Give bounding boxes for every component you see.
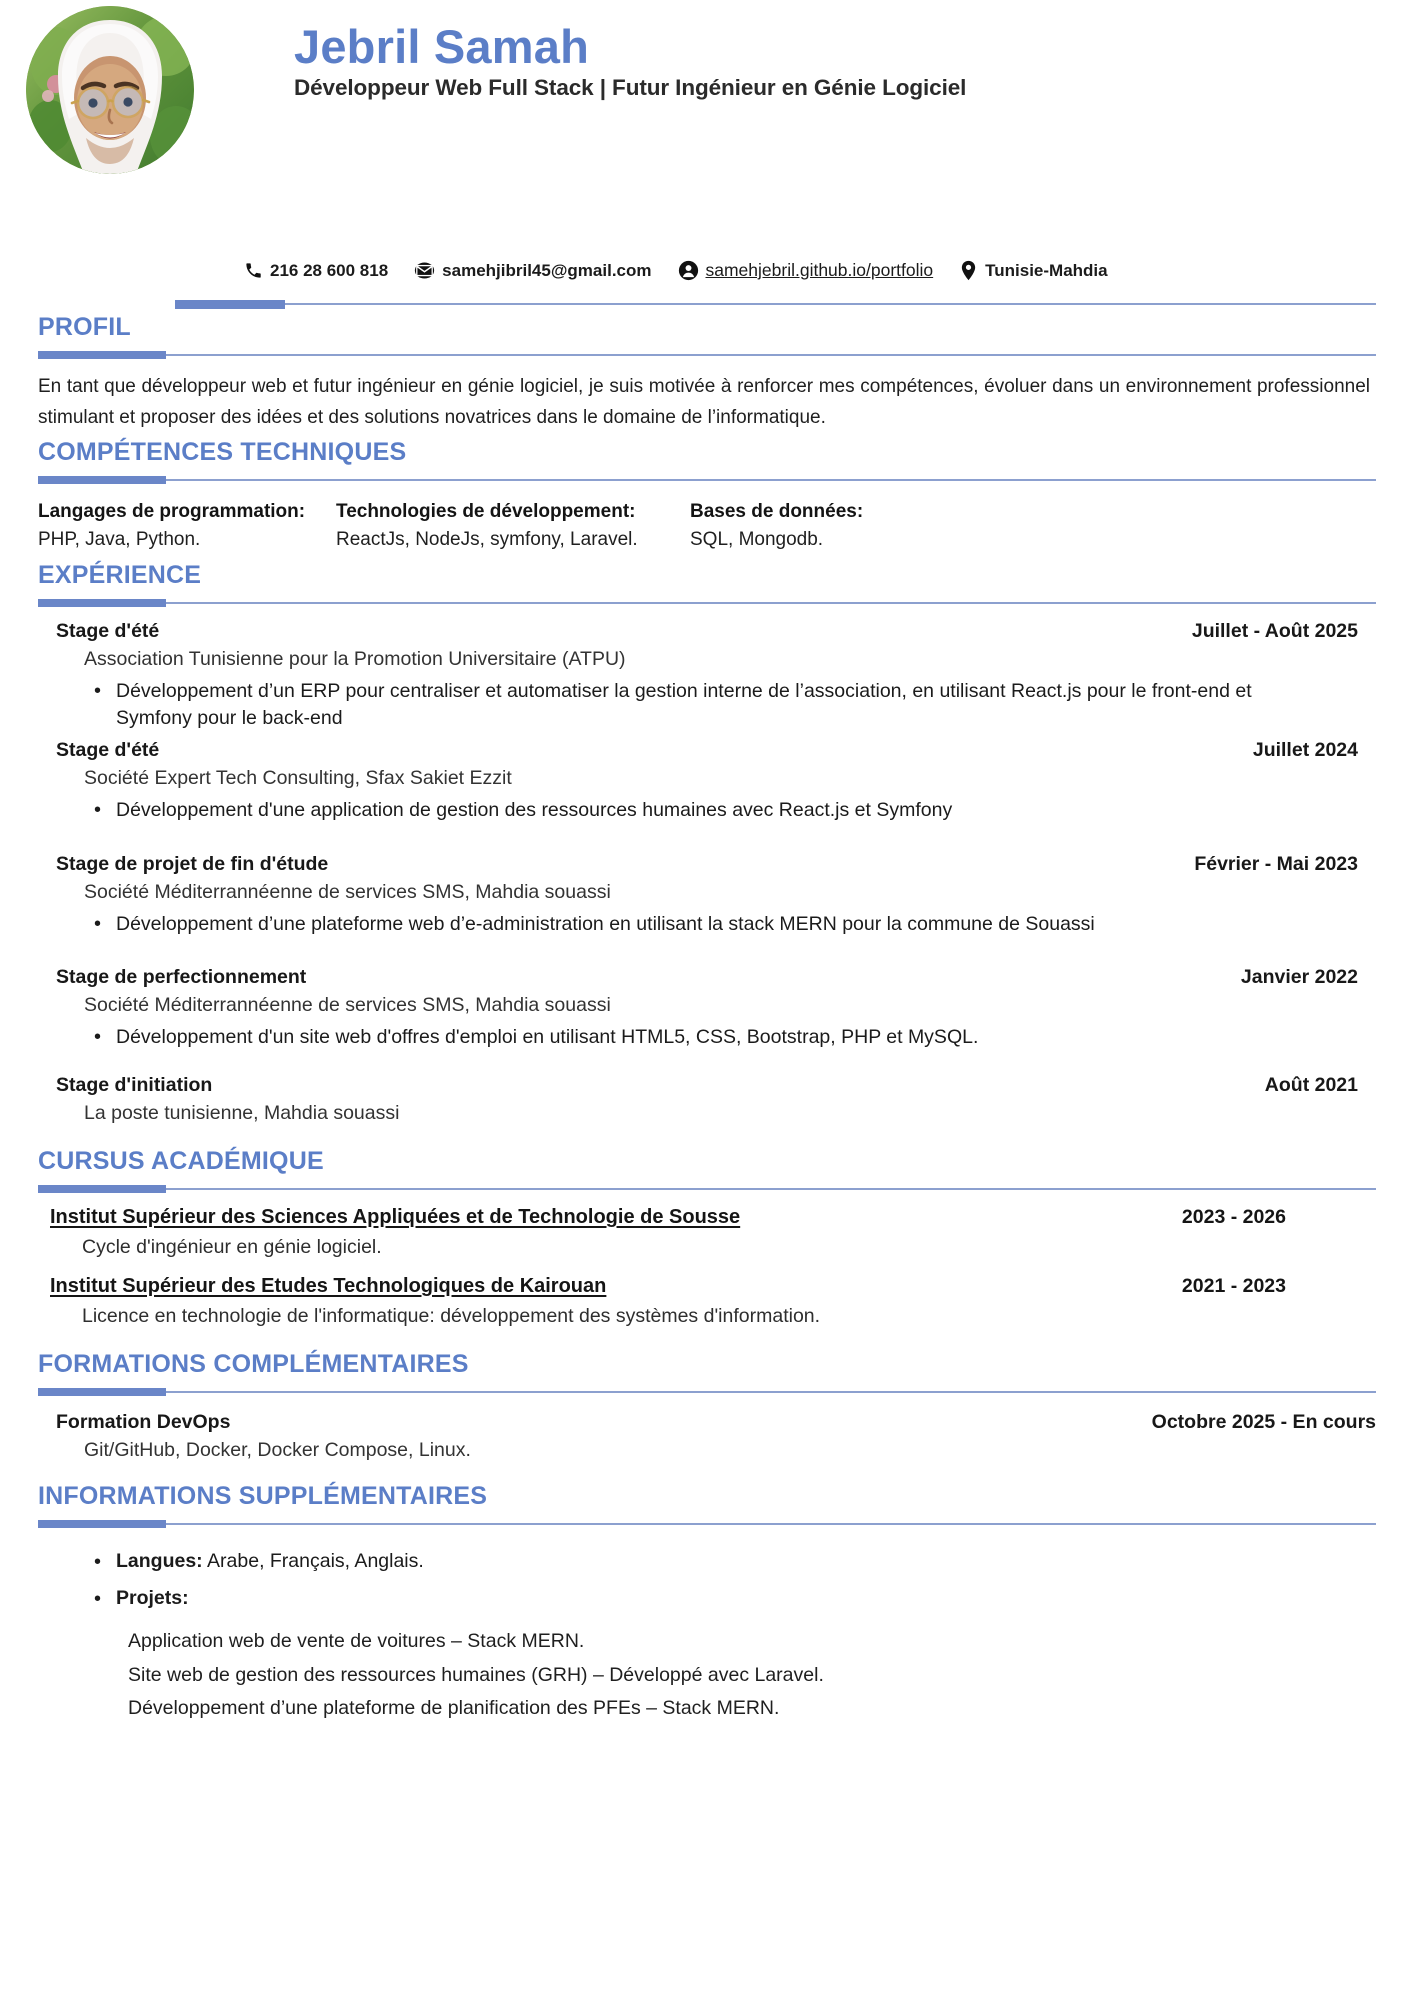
experience-entry-header [38,620,1376,643]
section-profil [38,313,1376,434]
section-rule-profil [38,350,1376,360]
rule-thick [38,351,166,359]
skill-value: SQL, Mongodb. [690,528,824,550]
rule-thick [38,1520,166,1528]
website-link[interactable]: samehjebril.github.io/portfolio [705,260,934,280]
projets-label: Projets: [116,1587,189,1610]
contact-phone [244,261,388,281]
formation-entry [38,1411,1376,1462]
avatar [26,6,194,174]
list-item [116,1580,1376,1617]
experience-date: Janvier 2022 [1240,966,1358,989]
section-rule-formations [38,1387,1376,1397]
email-value: samehjibril45@gmail.com [442,260,652,280]
experience-entry [38,853,1376,939]
rule-thick [38,599,166,607]
cv-header [38,0,1376,236]
projects-list [38,1625,1376,1726]
experience-org: Société Expert Tech Consulting, Sfax Sakiet Ezzit [84,766,512,789]
formation-org: Git/GitHub, Docker, Docker Compose, Linux. [84,1438,471,1461]
rule-thin [166,1188,1376,1190]
langues-value: Arabe, Français, Anglais. [202,1549,424,1572]
phone-value: 216 28 600 818 [270,260,389,280]
section-competences [38,438,1376,551]
experience-entry [38,739,1376,825]
header-divider-thick [175,300,285,309]
section-title-profil: PROFIL [38,313,131,341]
section-rule-cursus [38,1184,1376,1194]
rule-thin [166,1391,1376,1393]
location-value: Tunisie-Mahdia [985,260,1108,280]
education-description: Licence en technologie de l'informatique: développement des systèmes d'information. [82,1304,821,1327]
header-divider [38,299,1376,309]
skill-heading: Technologies de développement: [336,500,636,522]
rule-thick [38,1388,166,1396]
experience-org: Société Méditerrannéenne de services SMS, Mahdia souassi [84,880,611,903]
section-cursus [38,1147,1376,1328]
portrait-photo [26,6,194,174]
education-entry [38,1275,1376,1328]
experience-bullets [38,678,1376,733]
section-rule-infos [38,1519,1376,1529]
experience-bullets [38,797,1376,825]
header-text-block [294,8,1376,101]
experience-date: Juillet 2024 [1252,738,1358,761]
skill-column [38,501,336,551]
experience-date: Février - Mai 2023 [1194,852,1358,875]
rule-thin [166,479,1376,481]
education-entry-header [38,1206,1376,1229]
formation-entry-header [38,1411,1376,1434]
list-item: • Développement d'un site web d'offres d'emploi en utilisant HTML5, CSS, Bootstrap, PHP et MySQL. [116,1024,1376,1052]
project-item: Développement d’une plateforme de planification des PFEs – Stack MERN. [128,1697,780,1720]
page-title: Jebril Samah [294,20,589,73]
experience-entry [38,620,1376,733]
formation-role: Formation DevOps [56,1410,231,1433]
section-title-competences: COMPÉTENCES TECHNIQUES [38,437,407,466]
experience-entry-header [38,853,1376,876]
list-item: • Développement d’un ERP pour centraliser et automatiser la gestion interne de l’association, en utilisant React.js pour le front-end et Symfony pour le back-end [116,678,1376,733]
list-item [116,1543,1376,1580]
phone-icon [244,261,263,280]
experience-org: Société Méditerrannéenne de services SMS, Mahdia souassi [84,994,611,1017]
rule-thin [166,1523,1376,1525]
experience-date: Juillet - Août 2025 [1191,619,1358,642]
experience-org: La poste tunisienne, Mahdia souassi [84,1101,400,1124]
experience-entry [38,1074,1376,1125]
skill-value: ReactJs, NodeJs, symfony, Laravel. [336,528,638,550]
experience-role: Stage d'été [56,738,160,761]
header-tagline: Développeur Web Full Stack | Futur Ingénieur en Génie Logiciel [294,75,967,101]
formation-date: Octobre 2025 - En cours [1151,1410,1376,1433]
skill-column [690,501,863,551]
envelope-icon [414,260,435,281]
experience-date: Août 2021 [1264,1073,1358,1096]
experience-bullets [38,1024,1376,1052]
contact-location [959,260,1107,281]
experience-role: Stage de perfectionnement [56,966,307,989]
experience-bullets [38,911,1376,939]
section-formations [38,1350,1376,1462]
experience-org: Association Tunisienne pour la Promotion Universitaire (ATPU) [84,647,626,670]
langues-label: Langues: [116,1549,203,1572]
list-item: • Développement d’une plateforme web d’e-administration en utilisant la stack MERN pour la commune de Souassi [116,911,1376,939]
skill-heading: Bases de données: [690,500,864,522]
experience-entry [38,966,1376,1052]
list-item: • Développement d'une application de gestion des ressources humaines avec React.js et Symfony [116,797,1376,825]
section-rule-experience [38,598,1376,608]
section-title-infos: INFORMATIONS SUPPLÉMENTAIRES [38,1481,488,1510]
rule-thick [38,1185,166,1193]
rule-thick [38,476,166,484]
rule-thin [166,354,1376,356]
skills-grid [38,501,1376,551]
education-date: 2021 - 2023 [1181,1274,1286,1297]
person-circle-icon [678,260,699,281]
experience-entry-header [38,966,1376,989]
education-date: 2023 - 2026 [1181,1205,1286,1228]
experience-role: Stage d'initiation [56,1073,213,1096]
contact-website[interactable] [678,260,934,281]
additional-info [38,1543,1376,1726]
map-pin-icon [959,260,978,281]
section-title-cursus: CURSUS ACADÉMIQUE [38,1146,324,1175]
education-school: Institut Supérieur des Etudes Technologiques de Kairouan [50,1274,607,1297]
experience-entry-header [38,739,1376,762]
skill-value: PHP, Java, Python. [38,528,201,550]
section-title-formations: FORMATIONS COMPLÉMENTAIRES [38,1349,469,1378]
skill-column [336,501,690,551]
experience-role: Stage de projet de fin d'étude [56,852,329,875]
section-infos [38,1482,1376,1726]
info-list [38,1543,1376,1617]
education-school: Institut Supérieur des Sciences Appliquées et de Technologie de Sousse [50,1205,741,1228]
education-entry [38,1206,1376,1259]
header-divider-thin [285,303,1376,305]
contact-email [414,260,651,281]
section-title-experience: EXPÉRIENCE [38,560,202,589]
project-item: Site web de gestion des ressources humaines (GRH) – Développé avec Laravel. [128,1663,824,1686]
project-item: Application web de vente de voitures – Stack MERN. [128,1630,585,1653]
section-experience [38,561,1376,1125]
experience-entry-header [38,1074,1376,1097]
profil-text: En tant que développeur web et futur ingénieur en génie logiciel, je suis motivée à renforcer mes compétences, évoluer dans un environnement professionnel stimulant et proposer des idées et des solutions novatrices dans le domaine de l’informatique. [38,376,1370,428]
education-entry-header [38,1275,1376,1298]
contact-bar [244,260,1376,281]
experience-role: Stage d'été [56,619,160,642]
section-rule-competences [38,475,1376,485]
education-description: Cycle d'ingénieur en génie logiciel. [82,1235,382,1258]
rule-thin [166,602,1376,604]
skill-heading: Langages de programmation: [38,500,306,522]
